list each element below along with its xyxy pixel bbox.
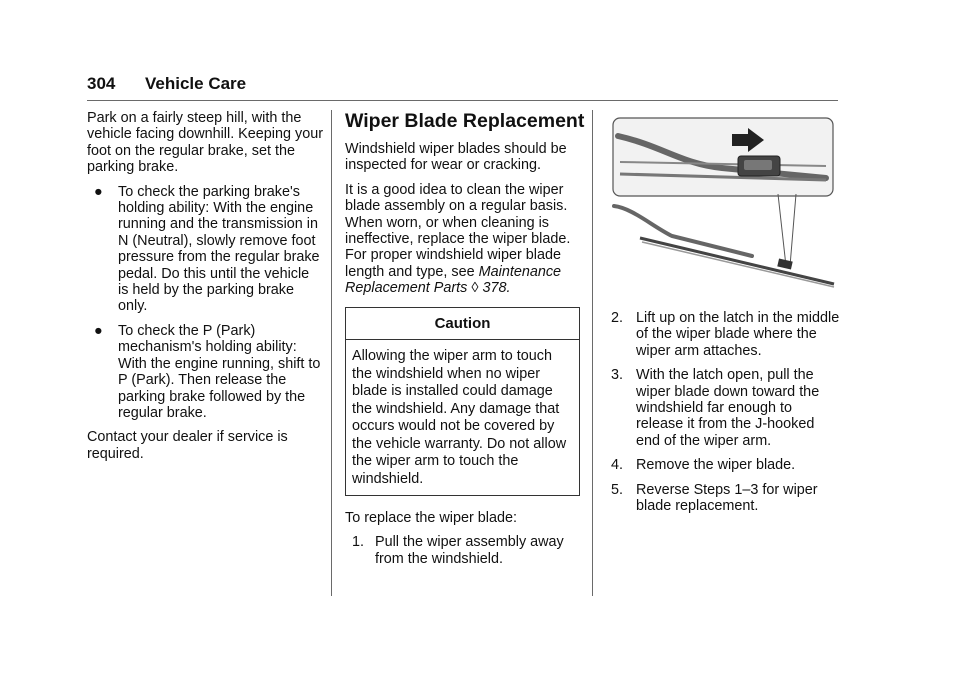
bullet-item <box>87 184 323 315</box>
section-heading: Wiper Blade Replacement <box>345 110 585 132</box>
step-text: Pull the wiper assembly away from the windshield. <box>375 534 564 567</box>
column-divider <box>331 110 332 596</box>
paragraph: Windshield wiper blades should be inspected for wear or cracking. <box>345 141 567 174</box>
step-item <box>606 457 842 473</box>
cross-reference-page[interactable]: 378. <box>482 280 511 297</box>
step-item <box>345 534 580 567</box>
paragraph <box>345 182 580 297</box>
steps-intro: To replace the wiper blade: <box>345 510 517 527</box>
column-middle <box>345 110 585 575</box>
inset-latch-highlight <box>744 160 772 170</box>
wiper-blade <box>640 238 834 284</box>
page-ref-icon: ◊ <box>471 280 479 297</box>
caution-title: Caution <box>346 308 579 340</box>
caution-box <box>345 307 580 496</box>
step-text: Remove the wiper blade. <box>636 457 796 474</box>
bullet-item <box>87 323 323 421</box>
bullet-text: To check the P (Park) mechanism's holding ability: With the engine running, shift to P (Park). Then release the parking brake followed by the regular brake. <box>118 322 321 421</box>
step-item <box>606 367 842 449</box>
bullet-icon: ● <box>94 322 103 339</box>
inset-frame <box>613 118 833 196</box>
step-text: Reverse Steps 1–3 for wiper blade replacement. <box>636 481 818 515</box>
caution-body: Allowing the wiper arm to touch the windshield when no wiper blade is installed could damage the windshield. Any damage that occurs would not be covered by the vehicle warranty. Do not allow the wiper arm to touch the windshield. <box>352 348 567 487</box>
outro-paragraph: Contact your dealer if service is required. <box>87 429 288 462</box>
callout-line <box>790 194 796 266</box>
bullet-icon: ● <box>94 183 103 200</box>
page-header <box>87 72 838 101</box>
step-text: With the latch open, pull the wiper blade down toward the windshield far enough to release it from the J-hooked end of the wiper arm. <box>636 367 820 449</box>
page-number: 304 <box>87 74 116 93</box>
column-divider <box>592 110 593 596</box>
bullet-text: To check the parking brake's holding ability: With the engine running and the transmission in N (Neutral), slowly remove foot pressure from the regular brake pedal. Do this until the vehicle is held by the parking brake only. <box>118 183 320 315</box>
step-item <box>606 310 842 359</box>
step-number: 2. <box>611 310 624 326</box>
column-right <box>606 310 842 522</box>
step-text: Lift up on the latch in the middle of the wiper blade where the wiper arm attaches. <box>636 310 840 359</box>
step-item <box>606 482 842 515</box>
step-number: 4. <box>611 457 624 474</box>
wiper-blade-illustration <box>612 116 836 288</box>
cross-reference-link[interactable]: Maintenance Replacement Parts <box>345 263 562 297</box>
step-number: 5. <box>611 481 624 498</box>
paragraph-text: It is a good idea to clean the wiper blade assembly on a regular basis. When worn, or when cleaning is ineffective, replace the wiper blade. For proper windshield wiper blade length and type, see <box>345 181 571 280</box>
wiper-blade-edge <box>642 242 834 287</box>
step-number: 1. <box>352 534 365 551</box>
section-title: Vehicle Care <box>145 74 247 93</box>
intro-paragraph: Park on a fairly steep hill, with the vehicle facing downhill. Keeping your foot on the regular brake, set the parking brake. <box>87 110 323 176</box>
column-left <box>87 110 323 470</box>
callout-line <box>778 194 786 266</box>
step-number: 3. <box>611 367 624 384</box>
